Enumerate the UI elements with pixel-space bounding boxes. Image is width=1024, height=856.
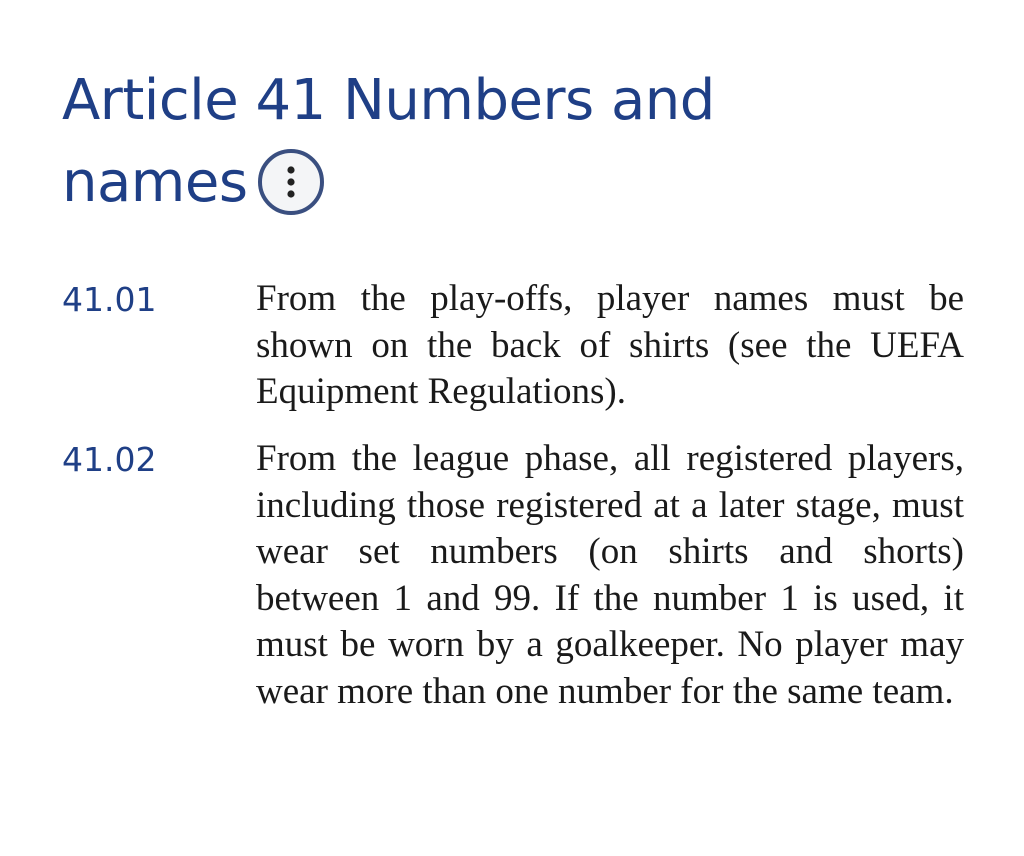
paragraph-text: From the play-offs, player names must be shown on the back of shirts (see the UEFA Equipment Regulations).	[256, 278, 964, 412]
paragraph-number: 41.01	[62, 280, 157, 319]
title-text: Article 41 Numbers and names	[62, 68, 715, 215]
paragraph-number: 41.02	[62, 440, 157, 479]
more-options-button[interactable]	[258, 149, 324, 215]
page-title	[62, 60, 882, 224]
more-vertical-icon	[262, 153, 320, 211]
paragraph-text: From the league phase, all registered players, including those registered at a later stage, must wear set numbers (on shirts and shorts) between 1 and 99. If the number 1 is used, it must be worn by a goalkeeper. No player may wear more than one number for the same team.	[256, 438, 964, 712]
